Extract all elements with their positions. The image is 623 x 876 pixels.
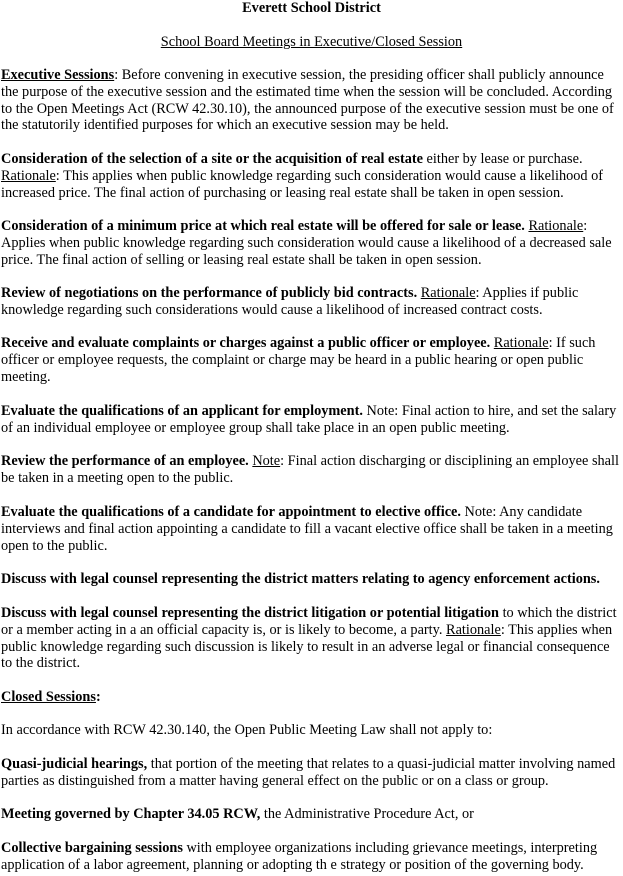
closed-item-text: with employee organizations including grievance meetings, interpreting application of a labor agreement, planning or adopting th e strategy or position of the governing body. [1, 840, 598, 873]
closed-item-title: Meeting governed by Chapter 34.05 RCW, [1, 806, 261, 822]
exec-item-title: Receive and evaluate complaints or charges against a public officer or employee. [1, 335, 491, 351]
executive-sessions-heading: Executive Sessions [1, 67, 115, 83]
exec-item-applicant-qualifications [1, 403, 621, 437]
executive-sessions-paragraph [1, 67, 621, 134]
exec-item-employee-performance [1, 453, 621, 487]
exec-item-litigation [1, 605, 621, 672]
exec-item-title: Discuss with legal counsel representing the district matters relating to agency enforcement actions. [1, 571, 600, 587]
closed-sessions-intro: In accordance with RCW 42.30.140, the Open Public Meeting Law shall not apply to: [1, 722, 493, 738]
exec-item-bid-contracts [1, 285, 621, 319]
exec-item-label: Rationale [446, 621, 501, 638]
exec-item-label: Rationale [493, 335, 549, 351]
closed-sessions-heading-suffix: : [95, 689, 101, 705]
exec-item-candidate-qualifications [1, 504, 621, 554]
exec-item-title: Evaluate the qualifications of an applicant for employment. [1, 403, 363, 419]
closed-sessions-heading-line [1, 689, 621, 706]
exec-item-label: Note [252, 453, 281, 469]
closed-item-text: that portion of the meeting that relates to a quasi-judicial matter involving named parties as distinguished from a matter having general effect on the public or on a class or group. [1, 756, 616, 789]
exec-item-label-text: : Applies when public knowledge regarding such consideration would cause a likelihood of a decreased sale price. The final action of selling or leasing real estate shall be taken in open session. [1, 218, 612, 268]
exec-item-minimum-price [1, 218, 621, 268]
closed-item-quasi-judicial [1, 756, 621, 790]
document-subtitle: School Board Meetings in Executive/Closed Session [160, 34, 463, 50]
exec-item-label: Rationale [1, 167, 56, 184]
closed-item-collective-bargaining [1, 840, 621, 874]
exec-item-text: to which the district or a member acting in a an official capacity is, or is likely to become, a party. [1, 605, 617, 638]
exec-item-site-acquisition [1, 151, 621, 201]
exec-item-text: either by lease or purchase. [422, 151, 583, 167]
exec-item-text: Note: Final action to hire, and set the salary of an individual employee or employee group shall take place in an open public meeting. [1, 403, 617, 436]
closed-item-chapter-3405 [1, 806, 621, 823]
closed-item-text: the Administrative Procedure Act, or [260, 806, 474, 822]
exec-item-label: Rationale [420, 285, 476, 301]
closed-sessions-heading: Closed Sessions [1, 689, 96, 705]
exec-item-title: Consideration of a minimum price at which real estate will be offered for sale or lease. [1, 218, 525, 234]
exec-item-title: Consideration of the selection of a site or the acquisition of real estate [1, 151, 423, 167]
executive-sessions-intro: : Before convening in executive session, the presiding officer shall publicly announce the purpose of the executive session and the estimated time when the session will be concluded. According to the Open Meetings Act (RCW 42.30.10), the announced purpose of the executive session must be one of the statutorily identified purposes for which an executive session may be held. [1, 67, 614, 134]
closed-item-title: Collective bargaining sessions [1, 840, 183, 856]
exec-item-enforcement-actions [1, 571, 622, 588]
exec-item-label-text: : If such officer or employee requests, the complaint or charge may be heard in a public hearing or open public meeting. [1, 335, 596, 385]
exec-item-label-text: : This applies when public knowledge regarding such consideration would cause a likelihood of increased price. The final action of purchasing or leasing real estate shall be taken in open session. [1, 167, 604, 201]
exec-item-label-text: : Final action discharging or disciplining an employee shall be taken in a meeting open to the public. [1, 453, 619, 486]
exec-item-title: Discuss with legal counsel representing the district litigation or potential litigation [1, 605, 500, 621]
exec-item-title: Evaluate the qualifications of a candidate for appointment to elective office. [1, 504, 461, 520]
exec-item-complaints [1, 335, 621, 385]
exec-item-label: Rationale [528, 218, 584, 234]
document-title: Everett School District [242, 0, 381, 16]
exec-item-title: Review of negotiations on the performance of publicly bid contracts. [1, 285, 418, 301]
closed-item-title: Quasi-judicial hearings, [1, 756, 148, 772]
exec-item-label-text: : Applies if public knowledge regarding such considerations would cause a likelihood of increased contract costs. [1, 285, 579, 318]
exec-item-title: Review the performance of an employee. [1, 453, 249, 469]
exec-item-label-text: : This applies when public knowledge regarding such discussion is likely to result in an adverse legal or financial consequence to the district. [1, 621, 613, 672]
exec-item-text: Note: Any candidate interviews and final action appointing a candidate to fill a vacant elective office shall be taken in a meeting open to the public. [1, 504, 613, 554]
